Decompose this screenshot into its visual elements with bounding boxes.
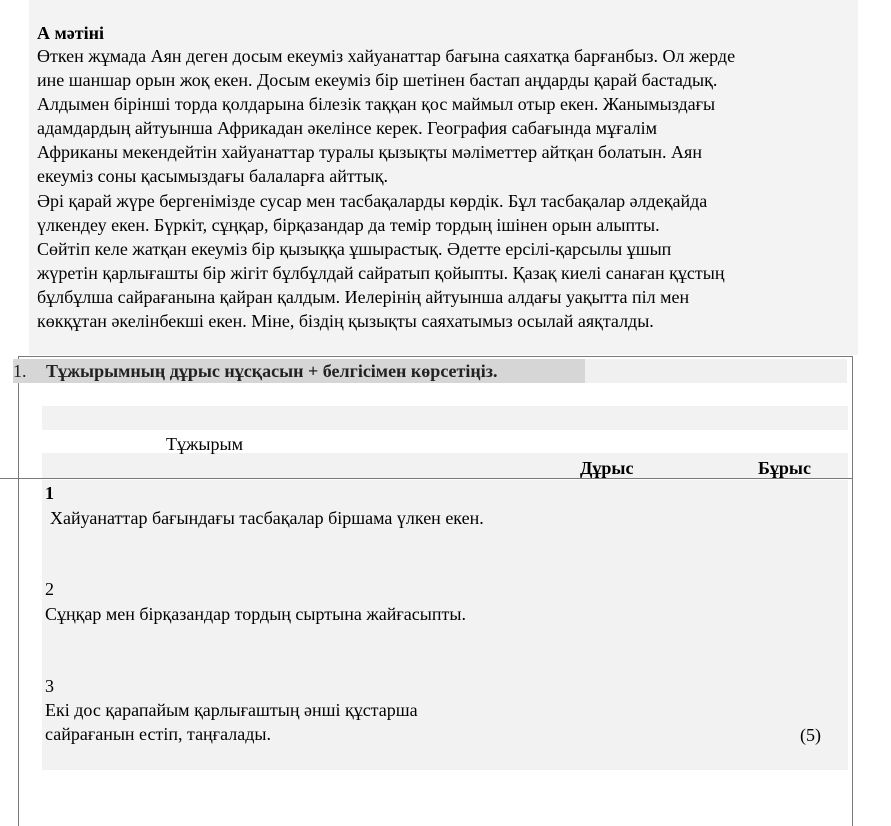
statement-text: Сұңқар мен бірқазандар тордың сыртына жайғасыпты. [45, 604, 466, 624]
text-title: А мәтіні [37, 23, 104, 43]
row-number: 2 [45, 579, 54, 599]
task-instruction: Тұжырымның дұрыс нұсқасын + белгісімен көрсетіңіз. [46, 361, 498, 381]
table-band [42, 406, 848, 430]
task-header-band [585, 359, 847, 383]
row-number: 1 [45, 483, 54, 503]
points-label: (5) [800, 725, 821, 745]
column-header-false: Бұрыс [758, 458, 811, 478]
table-header-divider [0, 478, 853, 479]
table-header-band [42, 453, 848, 479]
row-number: 3 [45, 676, 54, 696]
text-body: Өткен жұмада Аян деген досым екеуміз хайуанаттар бағына саяхатқа барғанбыз. Ол жерде ине шаншар орын жоқ екен. Досым екеуміз бір шетінен бастап аңдарды қарай бастадық. Алдымен бірінші торда қолдарына білезік таққан қос маймыл отыр екен. Жанымыздағы адамдардың айтуынша Африкадан әкелінсе керек. География сабағында мұғалім Африканы мекендейтін хайуанаттар туралы қызықты мәліметтер айтқан болатын. Аян екеуміз соны қасымыздағы балаларға айттық. Әрі қарай жүре бергенімізде сусар мен тасбақаларды көрдік. Бұл тасбақалар әлдеқайда үлкендеу екен. Бүркіт, сұңқар, бірқазандар да темір тордың ішінен орын алыпты. Сөйтіп келе жатқан екеуміз бір қызыққа ұшырастық. Әдетте ерсілі-қарсылы ұшып жүретін қарлығашты бір жігіт бұлбұлдай сайратып қойыпты. Қазақ киелі санаған құстың бұлбұлша сайрағанына қайран қалдым. Иелерінің айтуынша алдағы уақытта піл мен көкқұтан әкелінбекші екен. Міне, біздің қызықты саяхатымыз осылай аяқталды. [37, 46, 736, 332]
task-number: 1. [13, 361, 27, 381]
column-header-true: Дұрыс [580, 458, 634, 478]
statement-text: Екі дос қарапайым қарлығаштың әнші құстарша сайрағанын естіп, таңғалады. [45, 700, 418, 744]
column-header-statement: Тұжырым [166, 434, 244, 454]
statement-text: Хайуанаттар бағындағы тасбақалар біршама үлкен екен. [50, 508, 484, 528]
